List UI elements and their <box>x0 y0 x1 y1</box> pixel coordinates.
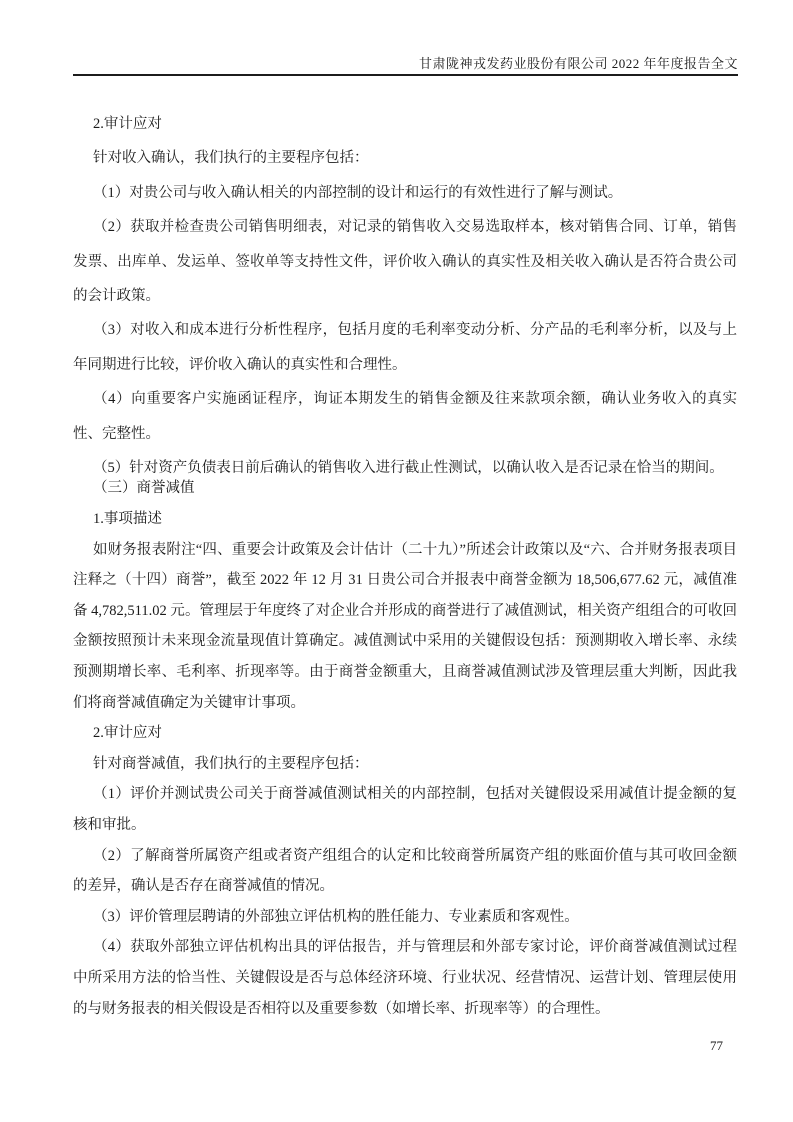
paragraph: （三）商誉减值 <box>93 480 195 497</box>
paragraph: （3）评价管理层聘请的外部独立评估机构的胜任能力、专业素质和客观性。 <box>93 908 579 925</box>
document-body <box>73 107 737 1024</box>
paragraph: 针对收入确认，我们执行的主要程序包括： <box>93 150 369 167</box>
paragraph: 2.审计应对 <box>93 116 162 132</box>
paragraph: （2）了解商誉所属资产组或者资产组组合的认定和比较商誉所属资产组的账面价值与其可收回金额的差异，确认是否存在商誉减值的情况。 <box>73 847 737 895</box>
paragraph: （3）对收入和成本进行分析性程序，包括月度的毛利率变动分析、分产品的毛利率分析，以及与上年同期进行比较，评价收入确认的真实性和合理性。 <box>73 322 737 373</box>
paragraph: （5）针对资产负债表日前后确认的销售收入进行截止性测试，以确认收入是否记录在恰当的期间。 <box>93 460 724 477</box>
paragraph: （1）评价并测试贵公司关于商誉减值测试相关的内部控制，包括对关键假设采用减值计提金额的复核和审批。 <box>73 786 737 833</box>
document-section-goodwill-impairment <box>73 473 737 1024</box>
paragraph: （4）获取外部独立评估机构出具的评估报告，并与管理层和外部专家讨论，评价商誉减值测试过程中所采用方法的恰当性、关键假设是否与总体经济环境、行业状况、经营情况、运营计划、管理层使用的与财务报表的相关假设是否相符以及重要参数（如增长率、折现率等）的合理性。 <box>73 939 737 1017</box>
paragraph: 如财务报表附注“四、重要会计政策及会计估计（二十九）”所述会计政策以及“六、合并财务报表项目注释之（十四）商誉”，截至 2022 年 12 月 31 日贵公司合并报表中商誉金额为 18,506,677.62 元，减值准备 4,782,511.02 元。管理层于年度终了对企业合并形成的商誉进行了减值测试，相关资产组组合的可收回金额按照预计未来现金流量现值计算确定。减值测试中采用的关键假设包括：预测期收入增长率、永续预测期增长率、毛利率、折现率等。由于商誉金额重大，且商誉减值测试涉及管理层重大判断，因此我们将商誉减值确定为关键审计事项。 <box>73 541 737 711</box>
paragraph: 1.事项描述 <box>93 511 162 528</box>
paragraph: （1）对贵公司与收入确认相关的内部控制的设计和运行的有效性进行了解与测试。 <box>93 184 623 201</box>
paragraph: 针对商誉减值，我们执行的主要程序包括： <box>93 755 369 772</box>
header-title: 甘肃陇神戎发药业股份有限公司 2022 年年度报告全文 <box>418 56 738 71</box>
page-number: 77 <box>710 1038 723 1053</box>
paragraph: （4）向重要客户实施函证程序，询证本期发生的销售金额及往来款项余额，确认业务收入的真实性、完整性。 <box>73 391 737 442</box>
page-header <box>73 0 738 76</box>
paragraph: 2.审计应对 <box>93 725 162 742</box>
paragraph: （2）获取并检查贵公司销售明细表，对记录的销售收入交易选取样本，核对销售合同、订单，销售发票、出库单、发运单、签收单等支持性文件，评价收入确认的真实性及相关收入确认是否符合贵公司的会计政策。 <box>73 219 737 305</box>
document-section-revenue-recognition-audit-response <box>73 107 737 485</box>
